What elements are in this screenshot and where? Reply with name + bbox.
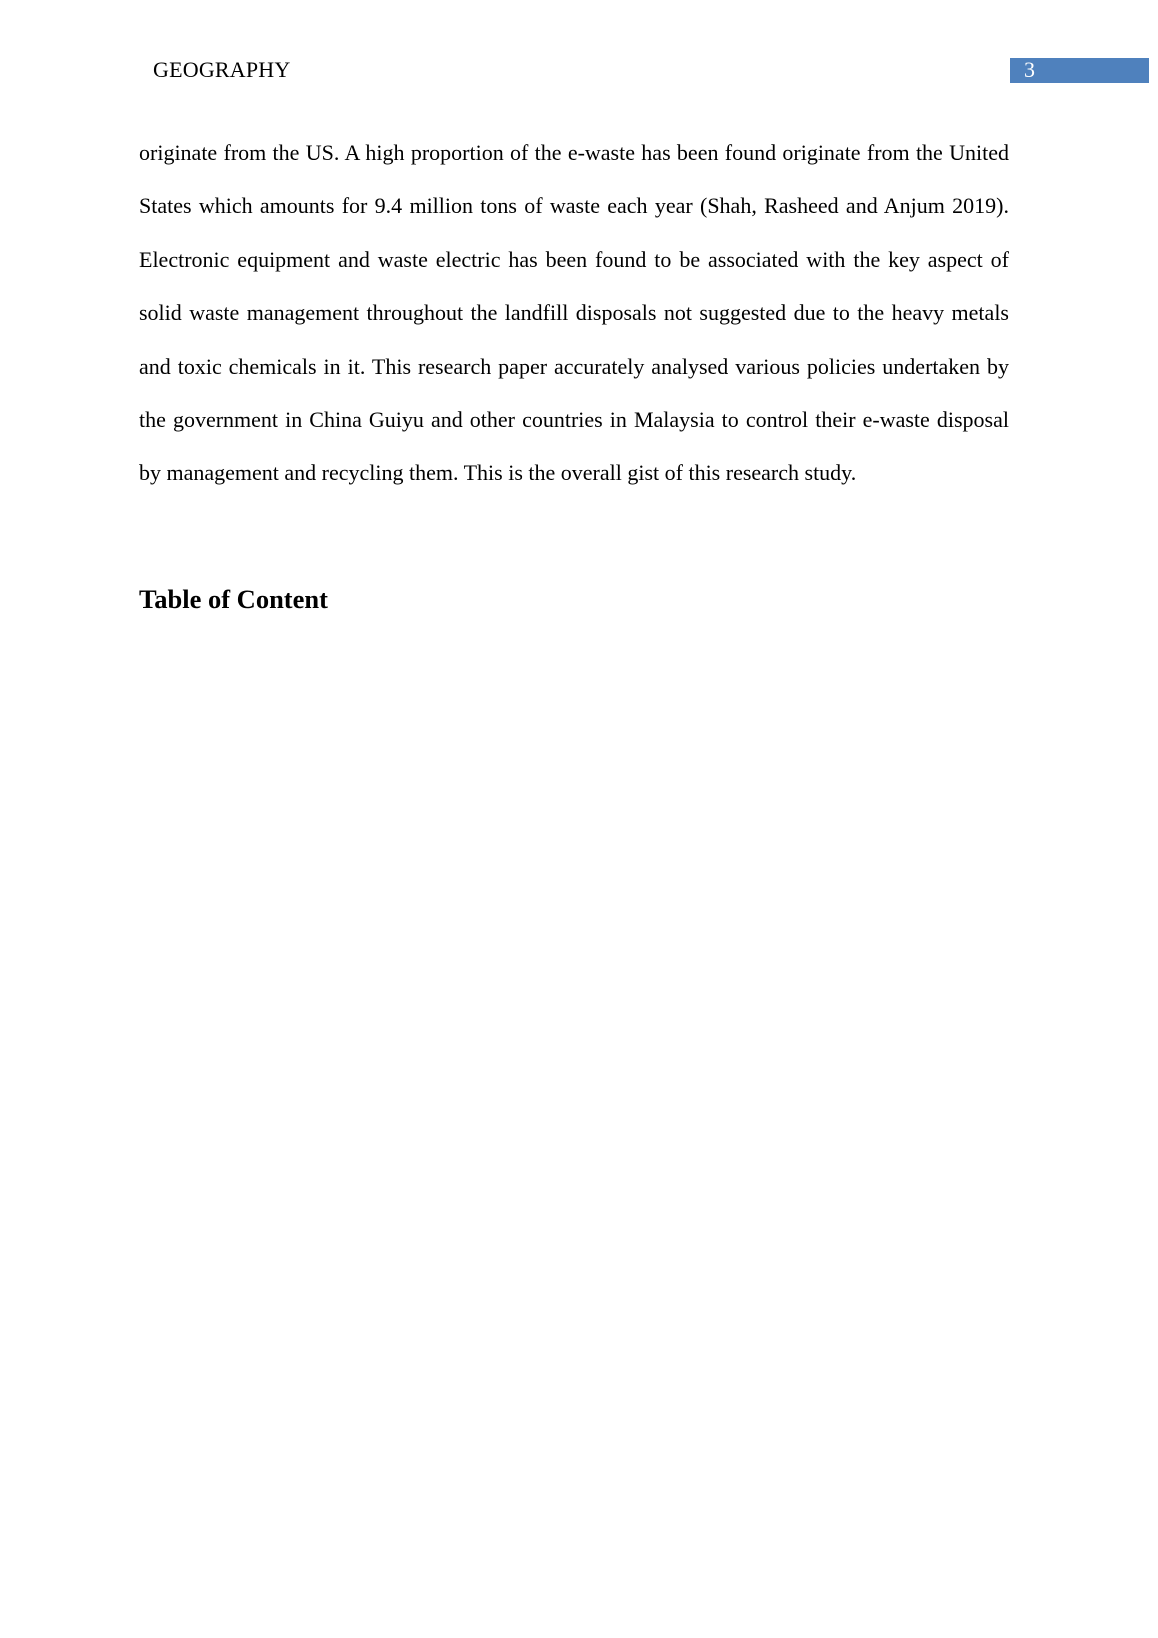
body-paragraph: originate from the US. A high proportion of the e-waste has been found originate from the United States which amounts for 9.4 million tons of waste each year (Shah, Rasheed and Anjum 2019). Electronic equipment and waste electric has been found to be associated with the key aspect of solid waste management throughout the landfill disposals not suggested due to the heavy metals and toxic chemicals in it. This research paper accurately analysed various policies undertaken by the government in China Guiyu and other countries in Malaysia to control their e-waste disposal by management and recycling them. This is the overall gist of this research study. bbox=[139, 140, 1009, 486]
running-header-title: GEOGRAPHY bbox=[153, 57, 291, 82]
page-number-badge bbox=[1010, 58, 1149, 83]
section-heading-table-of-content: Table of Content bbox=[139, 584, 328, 614]
page-number: 3 bbox=[1024, 57, 1035, 82]
